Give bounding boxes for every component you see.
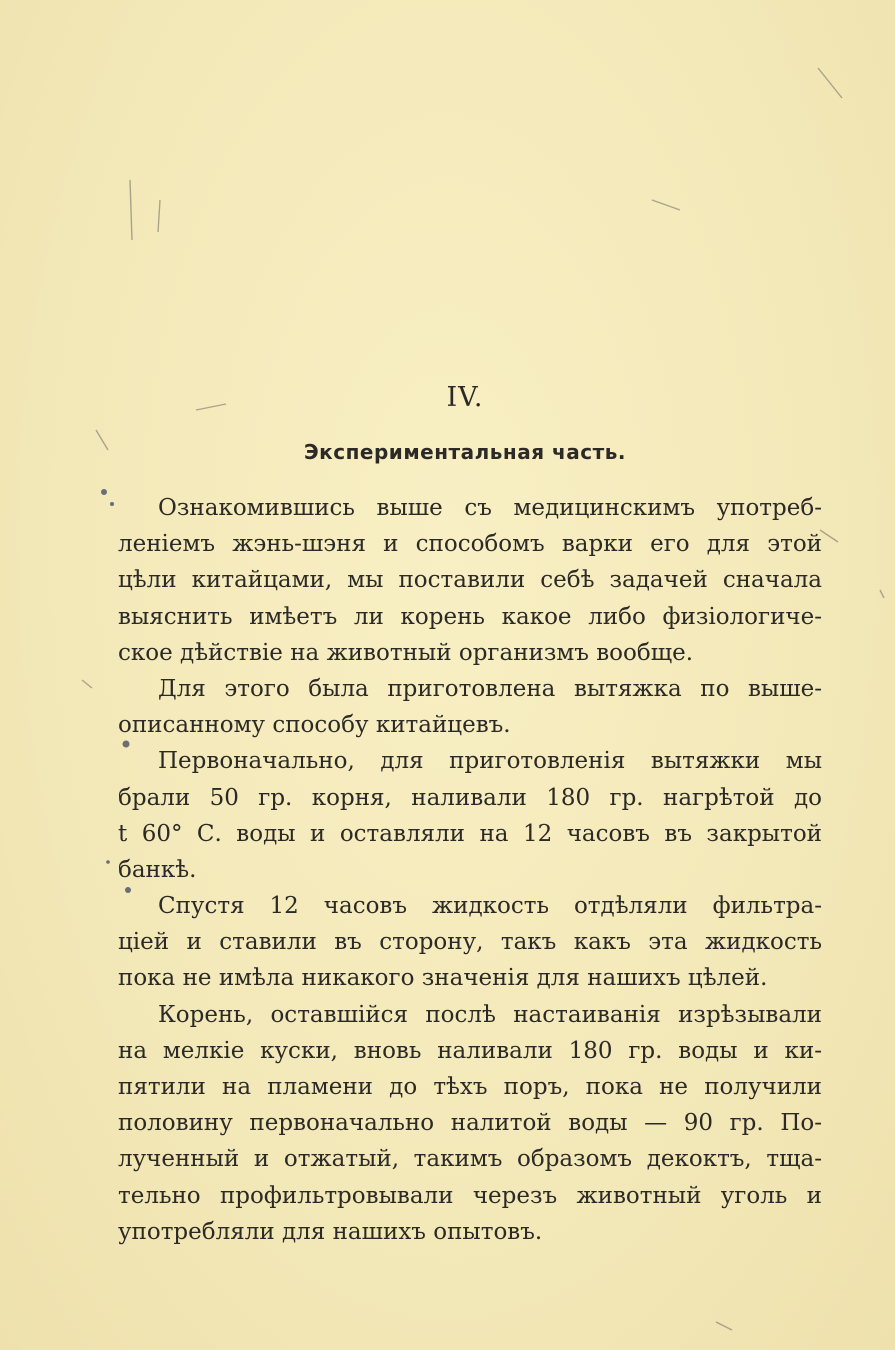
text-line: леніемъ жэнь-шэня и способомъ варки его для этой [118,531,822,558]
text-line: Первоначально, для приготовленія вытяжки мы [158,748,822,775]
text-line: пока не имѣла никакого значенія для нашихъ цѣлей. [118,965,768,992]
text-line: на мелкіе куски, вновь наливали 180 гр. воды и ки- [118,1037,822,1064]
body-text [118,490,822,1250]
text-line: банкѣ. [118,856,197,883]
text-line: описанному способу китайцевъ. [118,712,511,739]
chapter-number: IV. [446,382,484,413]
text-line: брали 50 гр. корня, наливали 180 гр. нагрѣтой до [118,784,822,811]
text-line: половину первоначально налитой воды — 90 гр. По- [118,1110,822,1137]
section-title: Экспериментальная часть. [304,440,626,464]
text-line: Для этого была приготовлена вытяжка по выше- [158,675,822,702]
text-line: ское дѣйствіе на животный организмъ вообще. [118,639,694,666]
text-line: Корень, оставшійся послѣ настаиванія изрѣзывали [158,1001,822,1028]
text-line: t 60° С. воды и оставляли на 12 часовъ въ закрытой [118,820,822,847]
text-line: Спустя 12 часовъ жидкость отдѣляли фильтра- [158,893,822,920]
text-line: тельно профильтровывали черезъ животный уголь и [118,1182,822,1209]
text-line: пятили на пламени до тѣхъ поръ, пока не получили [118,1074,822,1100]
text-line: лученный и отжатый, такимъ образомъ декоктъ, тща- [118,1146,822,1173]
text-line: ціей и ставили въ сторону, такъ какъ эта жидкость [118,929,822,956]
text-line: употребляли для нашихъ опытовъ. [118,1218,543,1245]
text-line: цѣли китайцами, мы поставили себѣ задачей сначала [118,567,822,594]
text-line: выяснить имѣетъ ли корень какое либо физіологиче- [118,603,822,630]
text-line: Ознакомившись выше съ медицинскимъ употреб- [158,495,822,521]
